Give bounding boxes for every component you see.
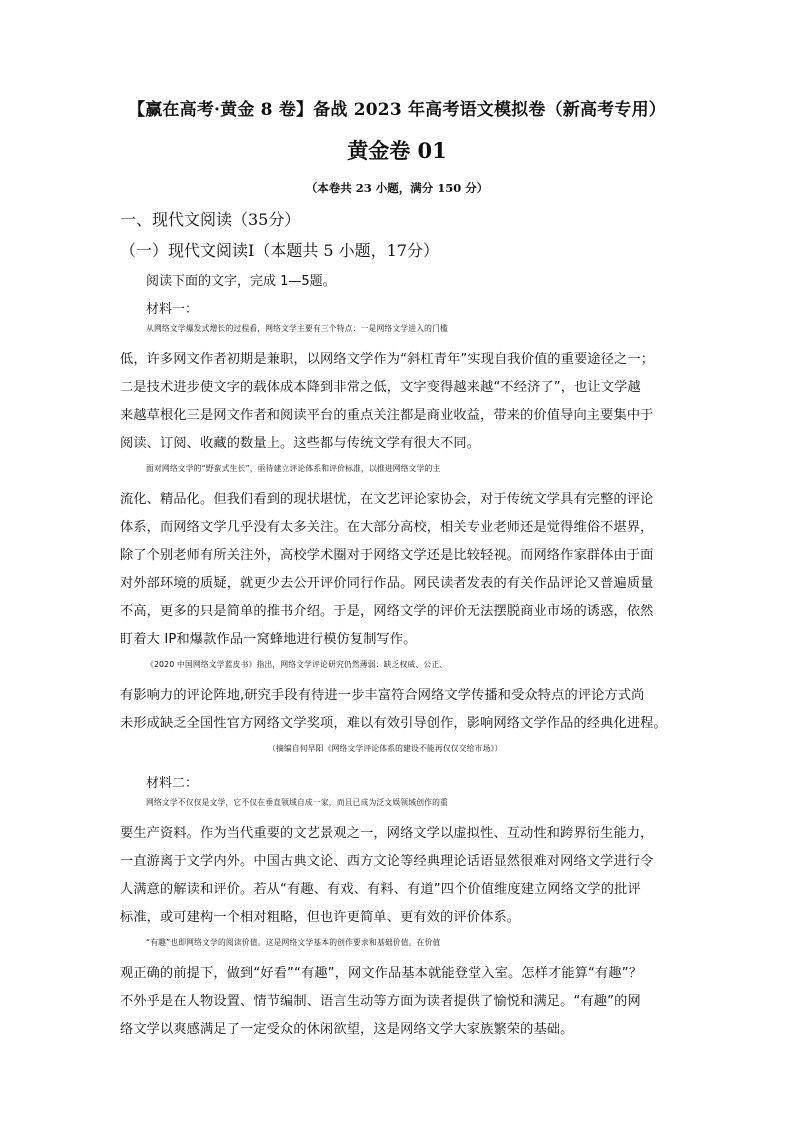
paragraph-line: 不高，更多的只是简单的推书介绍。于是，网络文学的评价无法摆脱商业市场的诱惑，依然: [120, 604, 654, 619]
paragraph-line: 人满意的解读和评价。若从“有趣、有戏、有料、有道”四个价值维度建立网络文学的批评: [120, 882, 641, 897]
paragraph-line: 面对网络文学的“野蛮式生长”，亟待建立评论体系和评价标准，以推进网络文学的主: [146, 464, 441, 473]
paragraph-line: 对外部环境的质疑，就更少去公开评价同行作品。网民读者发表的有关作品评论又普遍质量: [120, 576, 654, 591]
paragraph-line: 标准，或可建构一个相对粗略，但也许更简单、更有效的评价体系。: [120, 910, 521, 925]
paragraph-line: 阅读、订阅、收藏的数量上。这些都与传统文学有很大不同。: [120, 436, 481, 451]
paragraph-line: 盯着大 IP和爆款作品一窝蜂地进行模仿复制写作。: [120, 632, 417, 647]
paragraph-line: 络文学以爽感满足了一定受众的休闲欲望，这是网络文学大家族繁荣的基础。: [120, 1022, 574, 1037]
paragraph-line: 来越草根化三是网文作者和阅读平台的重点关注都是商业收益，带来的价值导向主要集中于: [120, 408, 654, 423]
paragraph-line: 《2020 中国网络文学蓝皮书》指出，网络文学评论研究仍然薄弱：缺乏权威、公正、: [146, 660, 448, 669]
subsection-heading: （一）现代文阅读Ⅰ（本题共 5 小题，17分）: [120, 241, 440, 260]
material-one-source: （摘编自何早阳《网络文学评论体系的建设不能再仅仅交给市场》）: [268, 744, 503, 753]
reading-instruction: 阅读下面的文字，完成 1—5题。: [146, 274, 336, 289]
paragraph-line: 流化、精品化。但我们看到的现状堪忧，在文艺评论家协会，对于传统文学具有完整的评论: [120, 492, 654, 507]
paragraph-line: 一直游离于文学内外。中国古典文论、西方文论等经典理论话语显然很难对网络文学进行令: [120, 854, 654, 869]
paragraph-line: 要生产资料。作为当代重要的文艺景观之一，网络文学以虚拟性、互动性和跨界衍生能力，: [120, 826, 654, 841]
paragraph-line: 网络文学不仅仅是文学，它不仅在垂直领域自成一家，而且已成为泛文娱领域创作的重: [146, 798, 448, 807]
paragraph-line: “有趣”也即网络文学的阅读价值。这是网络文学基本的创作要求和基础价值。在价值: [146, 938, 441, 947]
paragraph-line: 有影响力的评论阵地,研究手段有待进一步丰富符合网络文学传播和受众特点的评论方式尚: [120, 688, 645, 703]
paragraph-line: 二是技术进步使文字的载体成本降到非常之低，文字变得越来越“不经济了”，也让文学越: [120, 380, 641, 395]
exam-subtitle: （本卷共 23 小题，满分 150 分）: [305, 181, 489, 195]
paragraph-line: 除了个别老师有所关注外，高校学术圈对于网络文学还是比较轻视。而网络作家群体由于面: [120, 548, 654, 563]
page-title: 黄金卷 01: [347, 138, 447, 163]
paragraph-line: 从网络文学爆发式增长的过程看，网络文学主要有三个特点：一是网络文学进入的门槛: [146, 324, 448, 333]
paragraph-line: 低，许多网文作者初期是兼职，以网络文学作为“斜杠青年”实现自我价值的重要途径之一；: [120, 352, 655, 367]
material-two-label: 材料二：: [146, 776, 199, 791]
paragraph-line: 体系，而网络文学几乎没有太多关注。在大部分高校，相关专业老师还是觉得维俗不堪界，: [120, 520, 654, 535]
paragraph-line: 未形成缺乏全国性官方网络文学奖项，难以有效引导创作，影响网络文学作品的经典化进程。: [120, 716, 667, 731]
paragraph-line: 不外乎是在人物设置、情节编制、语言生动等方面为读者提供了愉悦和满足。“有趣”的网: [120, 994, 641, 1009]
material-one-label: 材料一：: [146, 302, 199, 317]
section-heading: 一、现代文阅读（35分）: [120, 210, 301, 229]
paragraph-line: 观正确的前提下，做到“好看”“有趣”，网文作品基本就能登堂入室。怎样才能算“有趣”？: [120, 966, 643, 981]
series-title: 【赢在高考·黄金 8 卷】备战 2023 年高考语文模拟卷（新高考专用）: [128, 100, 666, 120]
